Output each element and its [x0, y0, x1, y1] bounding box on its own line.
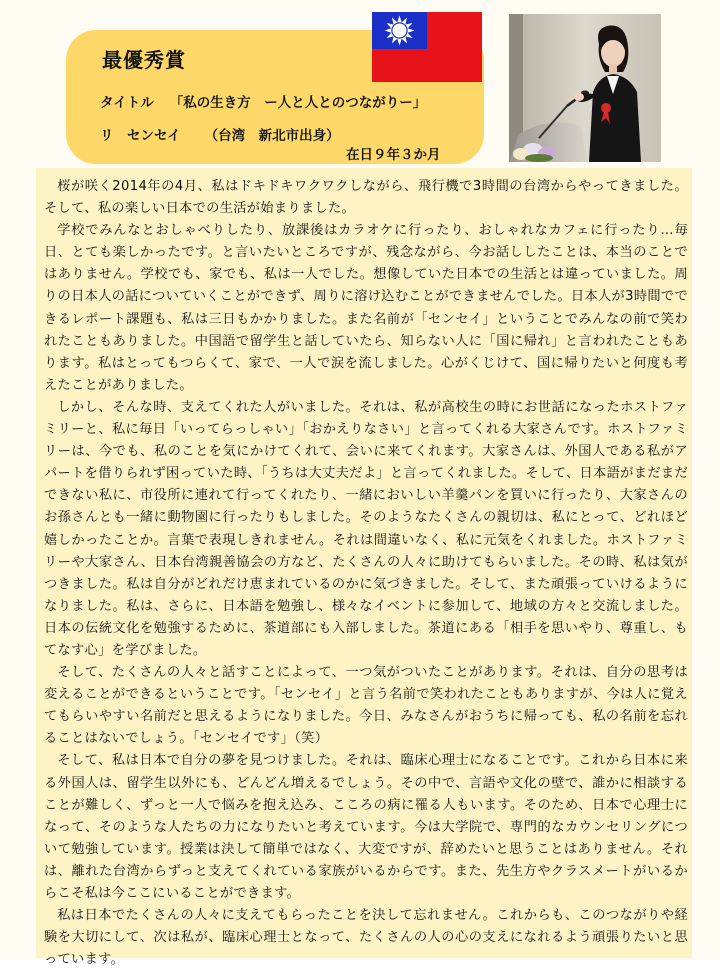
- title-text: 「私の生き方 ー人と人とのつながりー」: [169, 95, 427, 111]
- speech-title: [100, 91, 426, 111]
- stay-duration: 在日９年３か月: [346, 147, 441, 163]
- essay-body: [44, 176, 688, 971]
- essay-paragraph: そして、私は日本で自分の夢を見つけました。それは、臨床心理士になることです。これから日本に来る外国人は、留学生以外にも、どんどん増えるでしょう。その中で、言語や文化の壁で、誰かに相談することが難しく、ずっと一人で悩みを抱え込み、こころの病に罹る人もいます。そのため、日本で心理士になって、そのような人たちの力になりたいと考えています。今は大学院で、専門的なカウンセリングについて勉強しています。授業は決して簡単ではなく、大変ですが、辞めたいと思うことはありません。それは、離れた台湾からずっと支えてくれている家族がいるからです。また、先生方やクラスメートがいるからこそ私は今ここにいることができます。: [44, 753, 688, 901]
- speaker-photo: [509, 14, 661, 162]
- essay-paragraph: 桜が咲く2014年の4月、私はドキドキワクワクしながら、飛行機で3時間の台湾からやってきました。そして、私の楽しい日本での生活が始まりました。: [44, 179, 688, 217]
- essay-paragraph: そして、たくさんの人々と話すことによって、一つ気がついたことがあります。それは、自分の思考は変えることができるということです。「センセイ」と言う名前で笑われたこともありますが、今は人に覚えてもらいやすい名前だと思えるようになりました。今日、みなさんがおうちに帰っても、私の名前を忘れることはないでしょう。「センセイです」（笑）: [44, 665, 688, 747]
- speaker-name-line: [100, 124, 340, 144]
- title-label: タイトル: [100, 95, 154, 111]
- taiwan-flag-icon: [372, 12, 482, 82]
- essay-paragraph: 学校でみんなとおしゃべりしたり、放課後はカラオケに行ったり、おしゃれなカフェに行ったり…毎日、とても楽しかったです。と言いたいところですが、残念ながら、今お話ししたことは、本当のことではありません。学校でも、家でも、私は一人でした。想像していた日本での生活とは違っていました。周りの日本人の話についていくことができず、周りに溶け込むことができませんでした。日本人が3時間でできるレポート課題も、私は三日もかかりました。また名前が「センセイ」ということでみんなの前で笑われたこともありました。中国語で留学生と話していたら、知らない人に「国に帰れ」と言われたこともあります。私はとってもつらくて、家で、一人で涙を流しました。心がくじけて、国に帰りたいと何度も考えたことがありました。: [44, 223, 688, 393]
- speaker-origin: （台湾 新北市出身）: [204, 128, 340, 144]
- essay-paragraph: 私は日本でたくさんの人々に支えてもらったことを決して忘れません。これからも、このつながりや経験を大切にして、次は私が、臨床心理士となって、たくさんの人の心の支えになれるよう頑張りたいと思っています。: [44, 908, 688, 968]
- essay-paragraph: しかし、そんな時、支えてくれた人がいました。それは、私が高校生の時にお世話になったホストファミリーと、私に毎日「いってらっしゃい」「おかえりなさい」と言ってくれる大家さんです。ホストファミリーは、今でも、私のことを気にかけてくれて、会いに来てくれます。大家さんは、外国人である私がアパートを借りられず困っていた時、「うちは大丈夫だよ」と言ってくれました。そして、日本語がまだまだできない私に、市役所に連れて行ってくれたり、一緒においしい羊羹パンを買いに行ったり、大家さんのお孫さんとも一緒に動物園に行ったりもしました。そのようなたくさんの親切は、私にとって、どれほど嬉しかったことか。言葉で表現しきれません。それは間違いなく、私に元気をくれました。ホストファミリーや大家さん、日本台湾親善協会の方など、たくさんの人々に助けてもらいました。その時、私は気がつきました。私は自分がどれだけ恵まれているのかに気づきました。そして、また頑張っていけるようになりました。私は、さらに、日本語を勉強し、様々なイベントに参加して、地域の方々と交流しました。日本の伝統文化を勉強するために、茶道部にも入部しました。茶道にある「相手を思いやり、尊重し、もてなす心」を学びました。: [44, 399, 688, 658]
- speaker-name: リ センセイ: [100, 128, 181, 144]
- award-title: 最優秀賞: [102, 48, 186, 72]
